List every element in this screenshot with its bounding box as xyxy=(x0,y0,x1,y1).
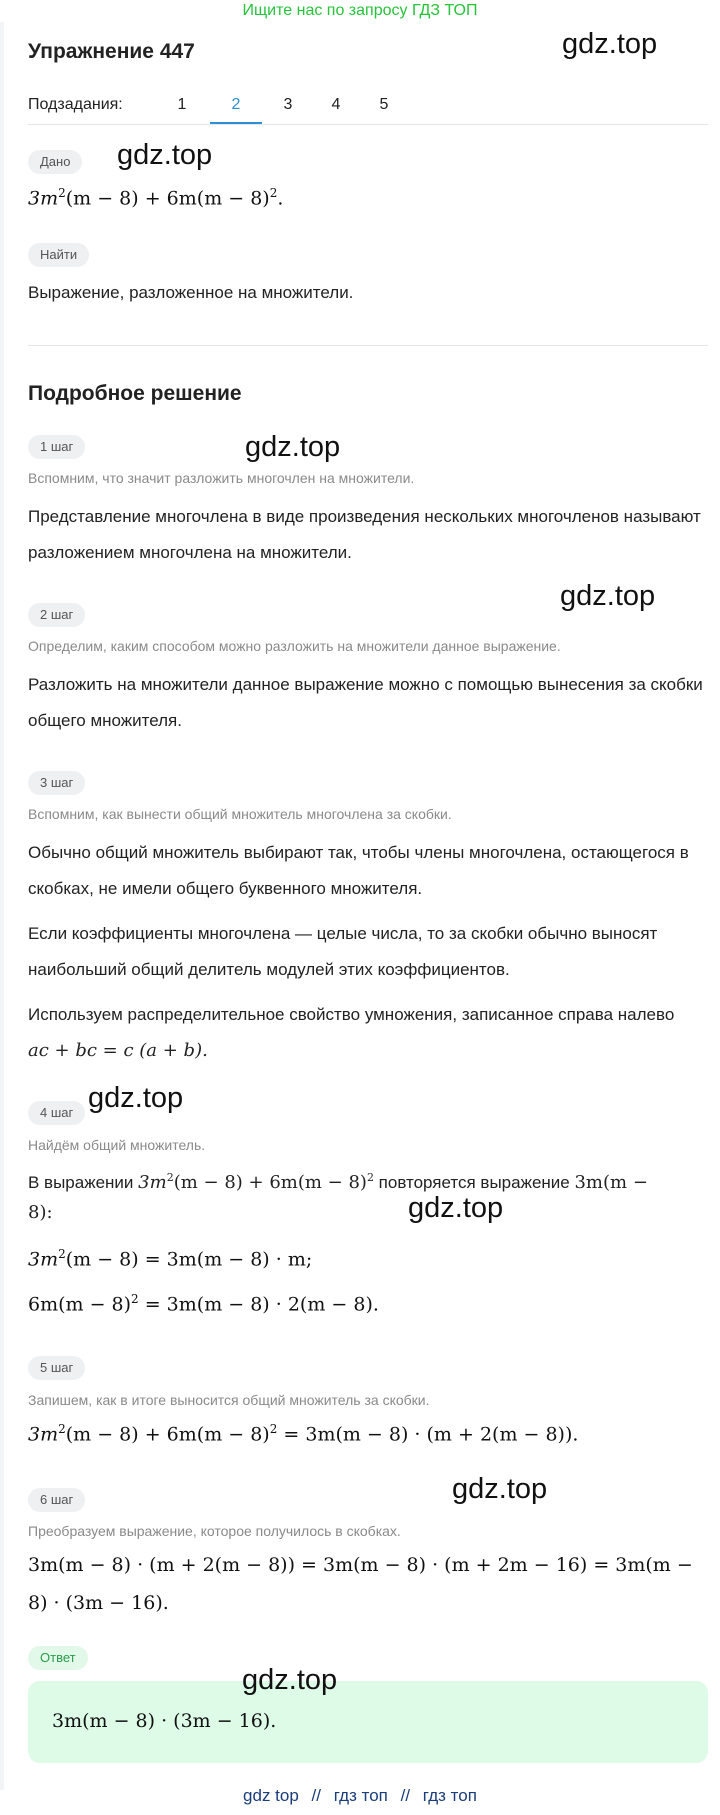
distributive-formula: ac + bc = c (a + b). xyxy=(28,1040,208,1061)
watermark: gdz.top xyxy=(452,1473,548,1505)
search-banner[interactable]: Ищите нас по запросу ГДЗ ТОП xyxy=(242,2,478,19)
step-6-line-b: 8) · (3m − 16). xyxy=(28,1592,169,1614)
left-border xyxy=(0,22,4,1790)
tab-subtask-3[interactable]: 3 xyxy=(283,96,293,113)
step-1-text: Представление многочлена в виде произведения нескольких многочленов называют разложением многочлена на множители. xyxy=(28,507,701,562)
footer-link-gdz-top-ru[interactable]: гдз топ xyxy=(333,1786,388,1805)
find-pill: Найти xyxy=(28,243,89,267)
step-5-line: $3m^2(m - 8) + 6m(m - 8)^2 = 3m(m - 8) \cdot (m + 2(m - 8))$. xyxy=(28,1422,579,1446)
given-expression: $3m^2(m - 8) + 6m(m - 8)^2$. xyxy=(28,186,284,210)
step-1-hint: Вспомним, что значит разложить многочлен на множители. xyxy=(28,470,415,486)
tab-subtask-1[interactable]: 1 xyxy=(177,96,187,113)
tab-subtask-5[interactable]: 5 xyxy=(379,96,389,113)
page-title: Упражнение 447 xyxy=(28,40,195,63)
step-4-pill: 4 шаг xyxy=(28,1101,85,1125)
watermark: gdz.top xyxy=(245,431,341,463)
solution-title: Подробное решение xyxy=(28,382,242,405)
divider xyxy=(28,345,708,346)
footer-link-gdz-top[interactable]: gdz top xyxy=(243,1786,299,1805)
watermark: gdz.top xyxy=(408,1192,504,1224)
step-6-pill: 6 шаг xyxy=(28,1488,85,1512)
find-text: Выражение, разложенное на множители. xyxy=(28,283,354,302)
active-tab-indicator xyxy=(210,122,262,124)
step-5-hint: Запишем, как в итоге выносится общий множитель за скобки. xyxy=(28,1392,430,1408)
step-1-pill: 1 шаг xyxy=(28,435,85,459)
watermark: gdz.top xyxy=(117,139,213,171)
step-6-hint: Преобразуем выражение, которое получилось в скобках. xyxy=(28,1523,401,1539)
watermark: gdz.top xyxy=(88,1082,184,1114)
footer-separator: // xyxy=(400,1786,411,1805)
footer-link-gdz-top-ru-2[interactable]: гдз топ xyxy=(422,1786,477,1805)
footer-links xyxy=(0,1786,720,1806)
step-3-pill: 3 шаг xyxy=(28,771,85,795)
subtask-tabs xyxy=(28,92,708,125)
step-2-text: Разложить на множители данное выражение можно с помощью вынесения за скобки общего множителя. xyxy=(28,675,703,730)
step-6-line-a: 3m(m − 8) · (m + 2(m − 8)) = 3m(m − 8) · (m + 2m − 16) = 3m(m − xyxy=(28,1554,693,1576)
step-5-pill: 5 шаг xyxy=(28,1356,85,1380)
step-4-line-1: $3m^2(m - 8) = 3m(m - 8) \cdot m$; xyxy=(28,1247,313,1271)
answer-pill: Ответ xyxy=(28,1646,88,1670)
step-4-line-2: $6m(m - 8)^2 = 3m(m - 8) \cdot 2(m - 8)$. xyxy=(28,1292,379,1316)
step-3-paragraph-3: Используем распределительное свойство умножения, записанное справа налево ac + bc = c (a + b). xyxy=(28,1005,675,1061)
step-3-paragraph-1: Обычно общий множитель выбирают так, чтобы члены многочлена, остающегося в скобках, не имели общего буквенного множителя. xyxy=(28,843,689,898)
watermark: gdz.top xyxy=(560,580,656,612)
watermark: gdz.top xyxy=(562,28,658,60)
answer-expression: 3m(m − 8) · (3m − 16). xyxy=(52,1710,277,1732)
subtasks-label: Подзадания: xyxy=(28,96,123,113)
step-2-hint: Определим, каким способом можно разложить на множители данное выражение. xyxy=(28,638,561,654)
step-2-pill: 2 шаг xyxy=(28,603,85,627)
tab-subtask-2[interactable]: 2 xyxy=(231,96,241,113)
tab-subtask-4[interactable]: 4 xyxy=(331,96,341,113)
watermark: gdz.top xyxy=(242,1664,338,1696)
step-4-lead: В выражении $3m^2(m - 8) + 6m(m - 8)^2$ повторяется выражение 3m(m − 8): xyxy=(28,1171,648,1223)
step-3-paragraph-2: Если коэффициенты многочлена — целые числа, то за скобки обычно выносят наибольший общий делитель модулей этих коэффициентов. xyxy=(28,924,658,979)
step-4-hint: Найдём общий множитель. xyxy=(28,1137,206,1153)
footer-separator: // xyxy=(311,1786,321,1805)
given-pill: Дано xyxy=(28,150,82,174)
step-3-hint: Вспомним, как вынести общий множитель многочлена за скобки. xyxy=(28,806,452,822)
